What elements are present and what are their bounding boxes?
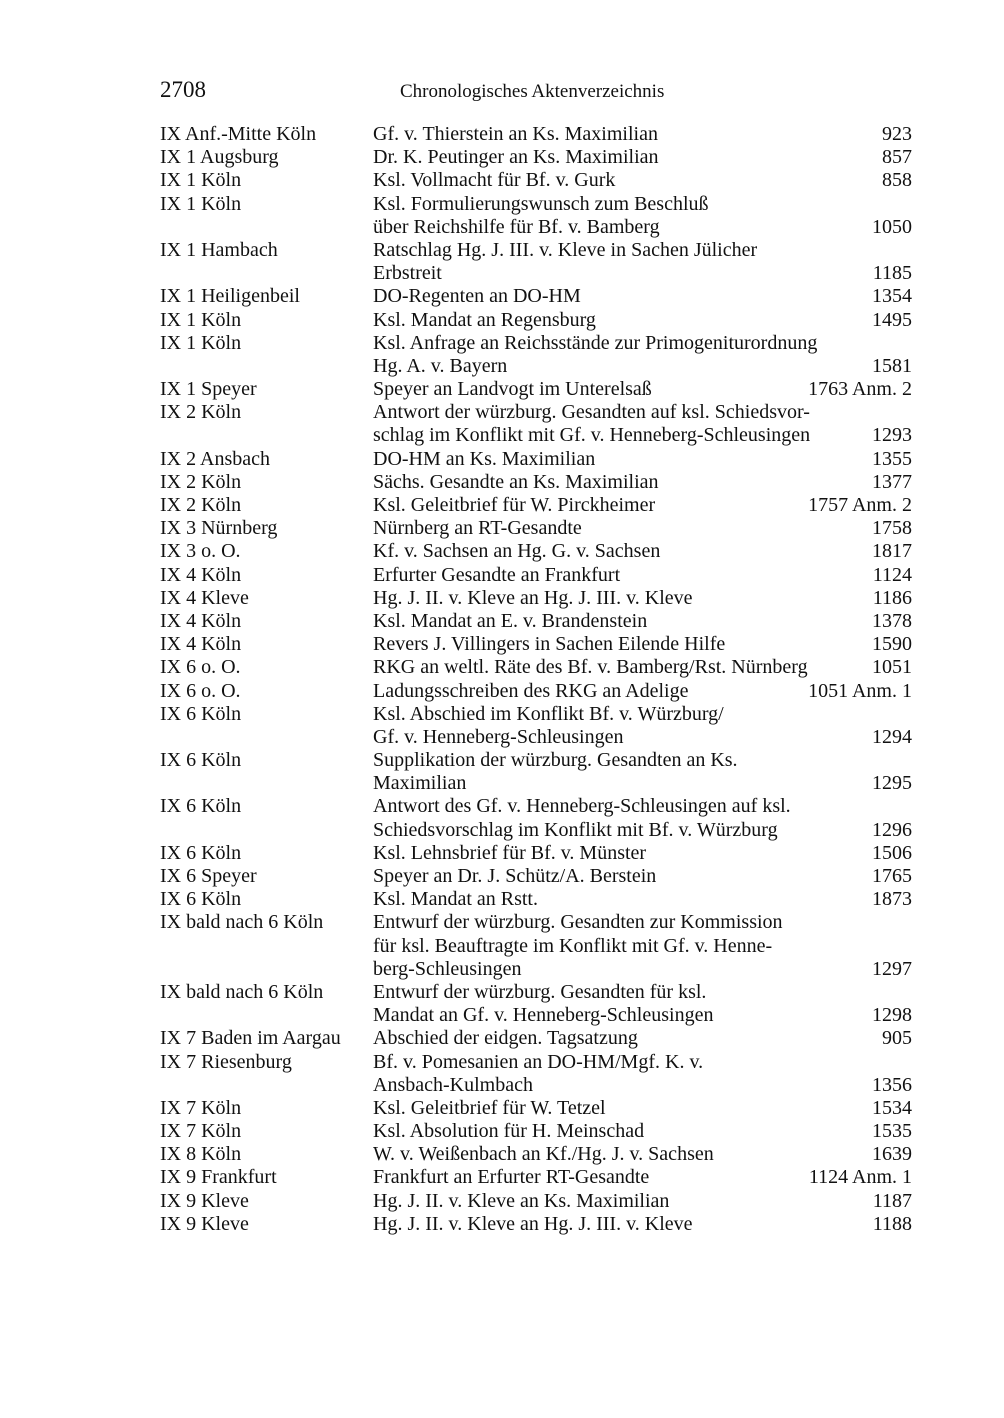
entry-date-place: IX 4 Kleve <box>160 586 249 609</box>
entry-line <box>160 123 912 146</box>
entry-date-place: IX 7 Köln <box>160 1120 242 1143</box>
entry-date-place: IX 1 Köln <box>160 331 242 354</box>
entry-reference-number: 1534 <box>872 1096 912 1119</box>
entry-subject: Kf. v. Sachsen an Hg. G. v. Sachsen <box>373 540 661 563</box>
register-entry <box>160 795 912 841</box>
entry-date-place: IX 9 Frankfurt <box>160 1166 277 1189</box>
entry-line <box>160 911 912 934</box>
entry-line <box>160 703 912 726</box>
entry-subject: Ksl. Vollmacht für Bf. v. Gurk <box>373 169 616 192</box>
register-entry <box>160 239 912 285</box>
entry-reference-number: 1188 <box>872 1212 912 1235</box>
entry-subject: schlag im Konflikt mit Gf. v. Henneberg-Schleusingen <box>373 424 811 447</box>
entry-subject: DO-Regenten an DO-HM <box>373 285 581 308</box>
entry-reference-number: 1354 <box>872 285 912 308</box>
register-entry <box>160 332 912 378</box>
register-entry <box>160 471 912 494</box>
entry-line <box>160 981 912 1004</box>
entry-subject: Ksl. Formulierungswunsch zum Beschluß <box>373 192 709 215</box>
register-entry <box>160 749 912 795</box>
entry-reference-number: 1817 <box>872 540 912 563</box>
entry-line <box>160 819 912 842</box>
entry-subject: Ksl. Mandat an Regensburg <box>373 308 596 331</box>
entry-subject: Ksl. Absolution für H. Meinschad <box>373 1120 645 1143</box>
register-entry <box>160 1166 912 1189</box>
register-entry <box>160 680 912 703</box>
entry-reference-number: 1763 Anm. 2 <box>808 378 912 401</box>
entry-subject: Gf. v. Thierstein an Ks. Maximilian <box>373 123 658 145</box>
entry-line <box>160 401 912 424</box>
register-entry <box>160 378 912 401</box>
entry-line <box>160 517 912 540</box>
entry-reference-number: 1186 <box>872 586 912 609</box>
entry-line <box>160 1213 912 1236</box>
entry-line <box>160 169 912 192</box>
entry-date-place: IX 6 Köln <box>160 841 242 864</box>
entry-reference-number: 1051 <box>872 656 912 679</box>
entry-line <box>160 726 912 749</box>
entry-subject: Dr. K. Peutinger an Ks. Maximilian <box>373 146 659 169</box>
entry-date-place: IX 7 Köln <box>160 1096 242 1119</box>
entry-line <box>160 610 912 633</box>
entry-reference-number: 1293 <box>872 424 912 447</box>
entry-line <box>160 262 912 285</box>
entry-reference-number: 1187 <box>872 1189 912 1212</box>
entry-reference-number: 1051 Anm. 1 <box>808 679 912 702</box>
entry-reference-number: 1296 <box>872 818 912 841</box>
entry-subject: Ansbach-Kulmbach <box>373 1073 533 1096</box>
entry-date-place: IX 4 Köln <box>160 609 242 632</box>
register-entry <box>160 1120 912 1143</box>
entry-line <box>160 935 912 958</box>
entry-subject: Frankfurt an Erfurter RT-Gesandte <box>373 1166 650 1189</box>
entry-subject: Erbstreit <box>373 262 442 285</box>
register-entry <box>160 564 912 587</box>
entry-line <box>160 1027 912 1050</box>
register-entry <box>160 169 912 192</box>
entry-subject: Revers J. Villingers in Sachen Eilende Hilfe <box>373 633 726 656</box>
entry-date-place: IX 3 Nürnberg <box>160 517 278 540</box>
entry-date-place: IX 6 o. O. <box>160 679 241 702</box>
entry-line <box>160 795 912 818</box>
register-entry <box>160 656 912 679</box>
entry-line <box>160 958 912 981</box>
entry-date-place: IX 1 Köln <box>160 169 242 192</box>
entry-date-place: IX bald nach 6 Köln <box>160 980 324 1003</box>
register-entry <box>160 587 912 610</box>
entry-reference-number: 1506 <box>872 841 912 864</box>
entry-line <box>160 1190 912 1213</box>
entry-reference-number: 857 <box>882 146 912 169</box>
entry-line <box>160 1120 912 1143</box>
entry-subject: Erfurter Gesandte an Frankfurt <box>373 563 621 586</box>
entry-reference-number: 1378 <box>872 609 912 632</box>
entry-subject: Ksl. Lehnsbrief für Bf. v. Münster <box>373 841 647 864</box>
entry-date-place: IX 2 Köln <box>160 401 242 424</box>
entry-line <box>160 842 912 865</box>
entry-reference-number: 905 <box>882 1027 912 1050</box>
entry-line <box>160 1166 912 1189</box>
entry-line <box>160 1143 912 1166</box>
entry-reference-number: 1765 <box>872 865 912 887</box>
entry-line <box>160 378 912 401</box>
entry-subject: Speyer an Dr. J. Schütz/A. Berstein <box>373 865 657 887</box>
register-entry <box>160 1190 912 1213</box>
entry-reference-number: 1050 <box>872 215 912 238</box>
register-entry <box>160 309 912 332</box>
register-entry <box>160 448 912 471</box>
entry-line <box>160 633 912 656</box>
entry-date-place: IX 1 Augsburg <box>160 146 279 169</box>
entry-date-place: IX 1 Köln <box>160 192 242 215</box>
entry-line <box>160 193 912 216</box>
register-entry <box>160 842 912 865</box>
entry-subject: RKG an weltl. Räte des Bf. v. Bamberg/Rst. Nürnberg <box>373 656 808 679</box>
entry-line <box>160 239 912 262</box>
page-number: 2708 <box>160 77 206 102</box>
entry-date-place: IX 6 Köln <box>160 749 242 772</box>
entry-reference-number: 1495 <box>872 308 912 331</box>
entry-line <box>160 216 912 239</box>
entry-line <box>160 865 912 888</box>
entry-reference-number: 923 <box>882 123 912 145</box>
entry-line <box>160 332 912 355</box>
entry-line <box>160 424 912 447</box>
entry-line <box>160 285 912 308</box>
register-entry <box>160 981 912 1027</box>
register-entry <box>160 401 912 447</box>
entry-date-place: IX 3 o. O. <box>160 540 241 563</box>
running-title: Chronologisches Aktenverzeichnis <box>400 81 665 102</box>
entry-subject: Hg. J. II. v. Kleve an Ks. Maximilian <box>373 1189 670 1212</box>
entry-subject: Entwurf der würzburg. Gesandten für ksl. <box>373 980 707 1003</box>
entry-date-place: IX 6 Köln <box>160 795 242 818</box>
entry-subject: Maximilian <box>373 772 467 795</box>
register-entry <box>160 865 912 888</box>
entry-line <box>160 540 912 563</box>
entry-subject: Schiedsvorschlag im Konflikt mit Bf. v. Würzburg <box>373 818 778 841</box>
entry-subject: Supplikation der würzburg. Gesandten an Ks. <box>373 749 738 772</box>
entry-date-place: IX 7 Baden im Aargau <box>160 1027 341 1050</box>
entry-date-place: IX 9 Kleve <box>160 1212 249 1235</box>
entry-subject: Ksl. Mandat an E. v. Brandenstein <box>373 609 648 632</box>
entry-reference-number: 1294 <box>872 725 912 748</box>
entry-date-place: IX 2 Köln <box>160 470 242 493</box>
entry-line <box>160 587 912 610</box>
entry-subject: Nürnberg an RT-Gesandte <box>373 517 582 540</box>
entry-line <box>160 355 912 378</box>
entry-date-place: IX 9 Kleve <box>160 1189 249 1212</box>
entry-reference-number: 1355 <box>872 447 912 470</box>
entry-line <box>160 680 912 703</box>
entry-reference-number: 1590 <box>872 633 912 656</box>
entry-date-place: IX 1 Heiligenbeil <box>160 285 300 308</box>
entry-subject: über Reichshilfe für Bf. v. Bamberg <box>373 215 660 238</box>
entry-subject: Ksl. Abschied im Konflikt Bf. v. Würzburg/ <box>373 702 724 725</box>
entry-line <box>160 1074 912 1097</box>
entry-line <box>160 564 912 587</box>
entry-reference-number: 1377 <box>872 470 912 493</box>
entry-date-place: IX 6 Köln <box>160 702 242 725</box>
entry-subject: DO-HM an Ks. Maximilian <box>373 447 596 470</box>
entry-subject: W. v. Weißenbach an Kf./Hg. J. v. Sachsen <box>373 1143 714 1166</box>
entry-subject: Antwort des Gf. v. Henneberg-Schleusingen auf ksl. <box>373 795 791 818</box>
register-entry <box>160 703 912 749</box>
entry-reference-number: 1757 Anm. 2 <box>808 494 912 516</box>
register-entry <box>160 1213 912 1236</box>
entry-subject: Mandat an Gf. v. Henneberg-Schleusingen <box>373 1004 714 1027</box>
entry-subject: Hg. A. v. Bayern <box>373 354 508 377</box>
entry-line <box>160 888 912 911</box>
entry-subject: Antwort der würzburg. Gesandten auf ksl. Schiedsvor- <box>373 401 810 424</box>
register-entry <box>160 1143 912 1166</box>
entry-date-place: IX 4 Köln <box>160 563 242 586</box>
register-entry <box>160 540 912 563</box>
entry-date-place: IX 6 o. O. <box>160 656 241 679</box>
entry-reference-number: 858 <box>882 169 912 192</box>
entry-reference-number: 1295 <box>872 772 912 795</box>
entry-reference-number: 1297 <box>872 957 912 980</box>
register-entry <box>160 610 912 633</box>
entry-reference-number: 1758 <box>872 517 912 540</box>
entry-subject: Hg. J. II. v. Kleve an Hg. J. III. v. Kleve <box>373 586 693 609</box>
entry-date-place: IX 8 Köln <box>160 1143 242 1166</box>
register-entry <box>160 285 912 308</box>
entry-subject: Ksl. Geleitbrief für W. Tetzel <box>373 1096 606 1119</box>
register-entries <box>160 123 912 1236</box>
entry-line <box>160 749 912 772</box>
entry-date-place: IX 4 Köln <box>160 633 242 656</box>
entry-reference-number: 1873 <box>872 888 912 911</box>
entry-reference-number: 1356 <box>872 1073 912 1096</box>
entry-line <box>160 448 912 471</box>
entry-line <box>160 309 912 332</box>
register-entry <box>160 911 912 981</box>
register-entry <box>160 517 912 540</box>
entry-date-place: IX Anf.-Mitte Köln <box>160 123 317 145</box>
register-entry <box>160 193 912 239</box>
entry-date-place: IX bald nach 6 Köln <box>160 911 324 934</box>
entry-subject: Ksl. Mandat an Rstt. <box>373 888 538 911</box>
entry-subject: Abschied der eidgen. Tagsatzung <box>373 1027 638 1050</box>
entry-line <box>160 471 912 494</box>
entry-subject: Ratschlag Hg. J. III. v. Kleve in Sachen Jülicher <box>373 238 758 261</box>
entry-date-place: IX 2 Ansbach <box>160 447 270 470</box>
entry-reference-number: 1298 <box>872 1004 912 1027</box>
entry-subject: Gf. v. Henneberg-Schleusingen <box>373 725 624 748</box>
register-entry <box>160 1051 912 1097</box>
register-entry <box>160 633 912 656</box>
entry-subject: Bf. v. Pomesanien an DO-HM/Mgf. K. v. <box>373 1050 704 1073</box>
entry-subject: für ksl. Beauftragte im Konflikt mit Gf. v. Henne- <box>373 934 773 957</box>
entry-subject: Ladungsschreiben des RKG an Adelige <box>373 679 689 702</box>
entry-line <box>160 1097 912 1120</box>
entry-subject: Hg. J. II. v. Kleve an Hg. J. III. v. Kleve <box>373 1212 693 1235</box>
entry-reference-number: 1639 <box>872 1143 912 1166</box>
entry-date-place: IX 7 Riesenburg <box>160 1050 292 1073</box>
register-entry <box>160 888 912 911</box>
entry-subject: Ksl. Anfrage an Reichsstände zur Primogeniturordnung <box>373 331 818 354</box>
entry-subject: Ksl. Geleitbrief für W. Pirckheimer <box>373 494 656 516</box>
register-entry <box>160 146 912 169</box>
entry-reference-number: 1124 <box>872 563 912 586</box>
entry-line <box>160 656 912 679</box>
register-entry <box>160 494 912 517</box>
register-entry <box>160 1097 912 1120</box>
entry-subject: berg-Schleusingen <box>373 957 522 980</box>
entry-reference-number: 1185 <box>872 262 912 285</box>
entry-reference-number: 1581 <box>872 354 912 377</box>
entry-line <box>160 772 912 795</box>
entry-date-place: IX 6 Köln <box>160 888 242 911</box>
entry-reference-number: 1124 Anm. 1 <box>808 1166 912 1189</box>
entry-date-place: IX 1 Speyer <box>160 378 257 401</box>
register-entry <box>160 123 912 146</box>
entry-date-place: IX 1 Köln <box>160 308 242 331</box>
entry-date-place: IX 6 Speyer <box>160 865 257 887</box>
register-entry <box>160 1027 912 1050</box>
entry-date-place: IX 2 Köln <box>160 494 242 516</box>
entry-subject: Sächs. Gesandte an Ks. Maximilian <box>373 470 659 493</box>
entry-line <box>160 1004 912 1027</box>
entry-line <box>160 494 912 517</box>
entry-line <box>160 146 912 169</box>
entry-line <box>160 1051 912 1074</box>
entry-subject: Entwurf der würzburg. Gesandten zur Kommission <box>373 911 783 934</box>
entry-subject: Speyer an Landvogt im Unterelsaß <box>373 378 652 401</box>
entry-date-place: IX 1 Hambach <box>160 238 278 261</box>
page-header <box>160 77 912 107</box>
entry-reference-number: 1535 <box>872 1120 912 1143</box>
